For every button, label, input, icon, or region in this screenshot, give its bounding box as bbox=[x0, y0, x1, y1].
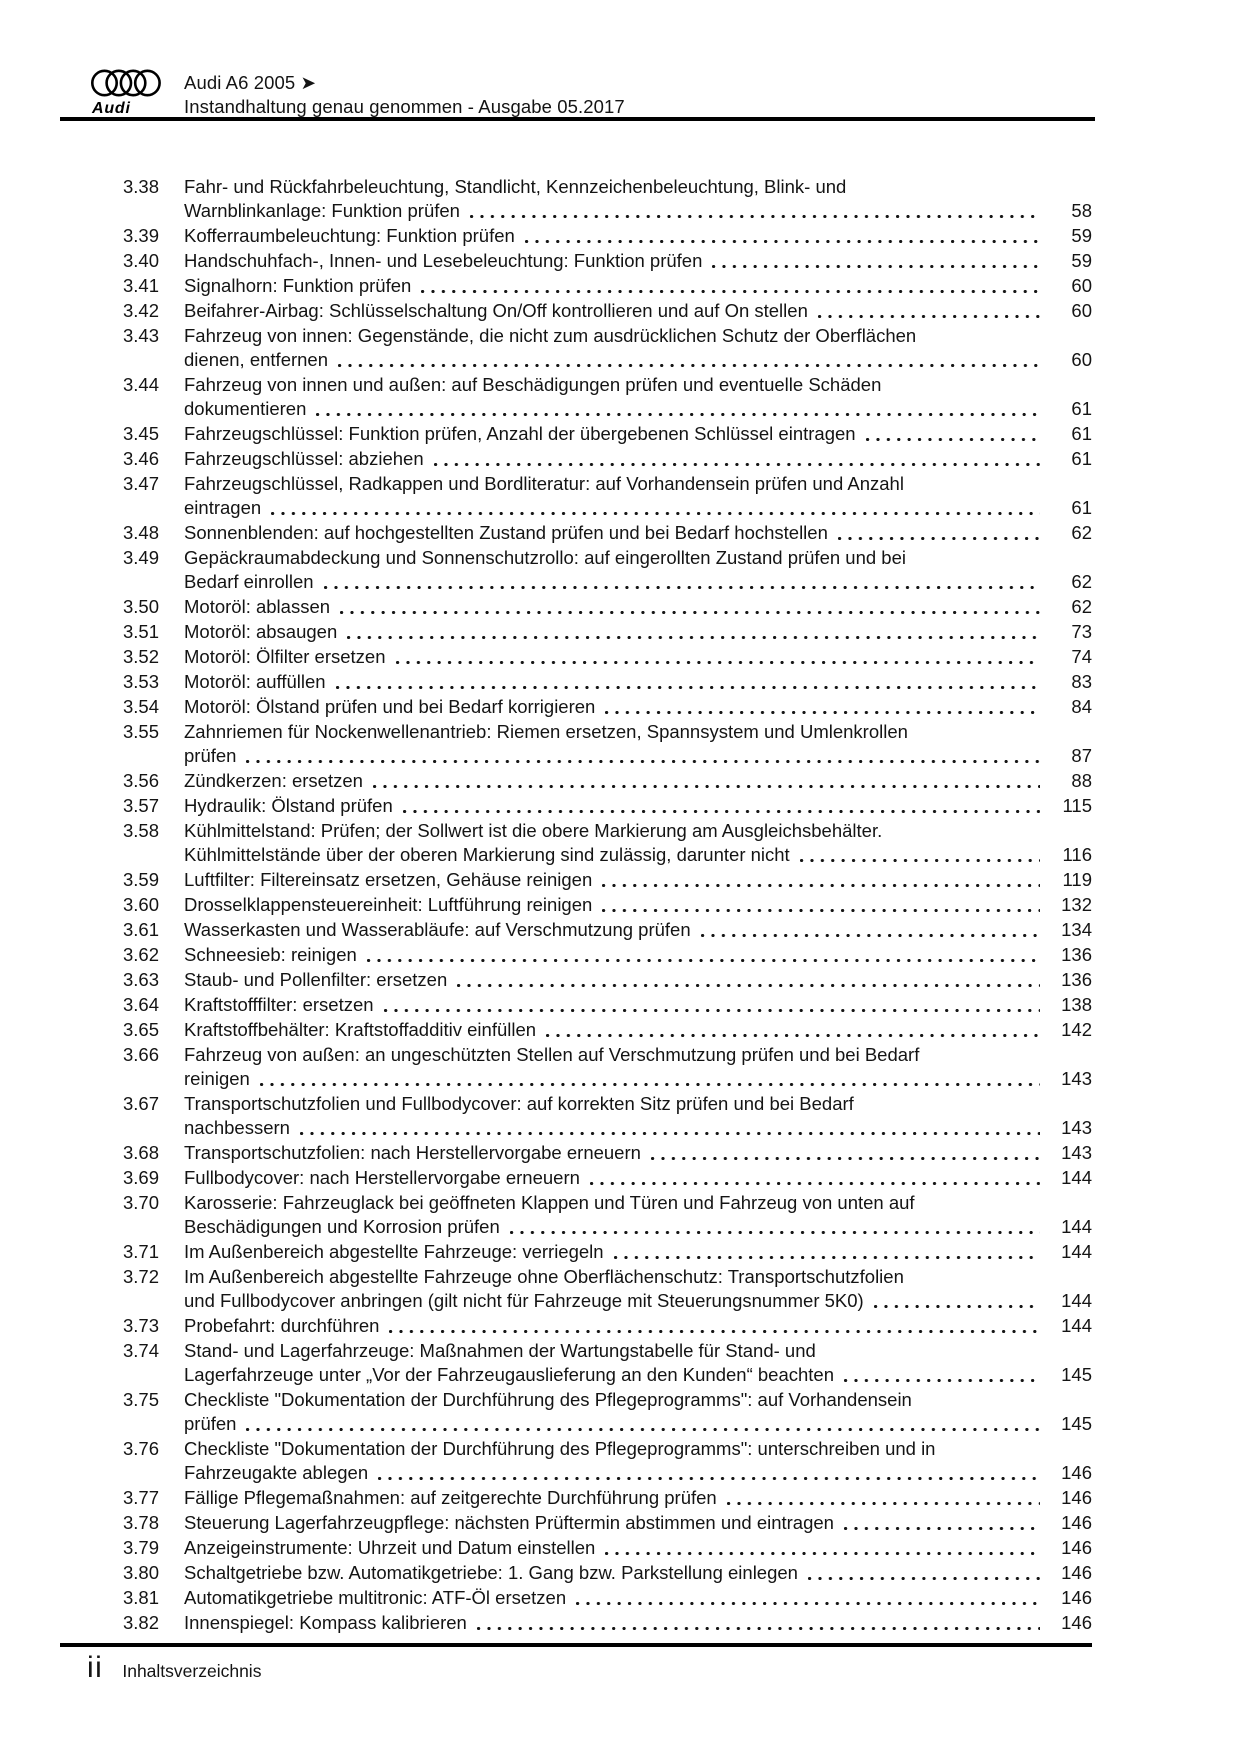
dot-leader bbox=[874, 1305, 1040, 1308]
toc-entry bbox=[123, 794, 1092, 818]
toc-entry-number: 3.69 bbox=[123, 1167, 160, 1188]
toc-entry-page: 143 bbox=[1061, 1117, 1092, 1138]
toc-entry-page: 59 bbox=[1071, 225, 1092, 246]
dot-leader bbox=[300, 1132, 1040, 1135]
toc-entry bbox=[123, 819, 1092, 867]
dot-leader bbox=[651, 1157, 1040, 1160]
toc-entry-number: 3.43 bbox=[123, 325, 160, 346]
toc-entry-text: Transportschutzfolien und Fullbodycover: auf korrekten Sitz prüfen und bei Bedarf bbox=[184, 1093, 854, 1114]
toc-entry bbox=[123, 1511, 1092, 1535]
toc-entry bbox=[123, 1314, 1092, 1338]
toc-entry-page: 61 bbox=[1071, 448, 1092, 469]
toc-entry bbox=[123, 472, 1092, 520]
toc-entry-number: 3.82 bbox=[123, 1612, 160, 1633]
toc-entry-text: Im Außenbereich abgestellte Fahrzeuge ohne Oberflächenschutz: Transportschutzfolien bbox=[184, 1266, 904, 1287]
toc-entry-page: 116 bbox=[1062, 844, 1092, 865]
toc-entry-number: 3.59 bbox=[123, 869, 160, 890]
toc-entry-number: 3.50 bbox=[123, 596, 160, 617]
toc-entry-page: 143 bbox=[1061, 1142, 1092, 1163]
toc-entry bbox=[123, 769, 1092, 793]
toc-entry-text: Stand- und Lagerfahrzeuge: Maßnahmen der Wartungstabelle für Stand- und bbox=[184, 1340, 816, 1361]
toc-entry-page: 142 bbox=[1061, 1019, 1092, 1040]
toc-entry-number: 3.39 bbox=[123, 225, 160, 246]
toc-entry-number: 3.68 bbox=[123, 1142, 160, 1163]
dot-leader bbox=[605, 1552, 1040, 1555]
toc-entry-text: Zündkerzen: ersetzen bbox=[184, 770, 363, 791]
toc-entry bbox=[123, 1092, 1092, 1140]
toc-entry bbox=[123, 695, 1092, 719]
toc-entry-text: Fahrzeugschlüssel: Funktion prüfen, Anzahl der übergebenen Schlüssel eintragen bbox=[184, 423, 856, 444]
toc-entry-number: 3.77 bbox=[123, 1487, 160, 1508]
toc-entry bbox=[123, 1339, 1092, 1387]
toc-entry bbox=[123, 670, 1092, 694]
toc-entry-page: 146 bbox=[1061, 1487, 1092, 1508]
toc-entry-number: 3.56 bbox=[123, 770, 160, 791]
toc-entry-text: Beifahrer-Airbag: Schlüsselschaltung On/Off kontrollieren und auf On stellen bbox=[184, 300, 808, 321]
toc-entry-number: 3.70 bbox=[123, 1192, 160, 1213]
dot-leader bbox=[800, 859, 1040, 862]
toc-entry-number: 3.40 bbox=[123, 250, 160, 271]
toc-entry-text: Fahrzeug von außen: an ungeschützten Stellen auf Verschmutzung prüfen und bei Bedarf bbox=[184, 1044, 920, 1065]
dot-leader bbox=[246, 1428, 1040, 1431]
toc-entry-page: 144 bbox=[1061, 1315, 1092, 1336]
toc-entry-text: Motoröl: Ölfilter ersetzen bbox=[184, 646, 386, 667]
toc-entry bbox=[123, 175, 1092, 223]
toc-entry-text: Fahrzeug von innen: Gegenstände, die nicht zum ausdrücklichen Schutz der Oberflächen bbox=[184, 325, 917, 346]
toc-entry-text: Staub- und Pollenfilter: ersetzen bbox=[184, 969, 448, 990]
toc-entry-number: 3.48 bbox=[123, 522, 160, 543]
toc-entry-page: 146 bbox=[1061, 1587, 1092, 1608]
toc-entry bbox=[123, 224, 1092, 248]
toc-entry-text: Gepäckraumabdeckung und Sonnenschutzrollo: auf eingerollten Zustand prüfen und bei bbox=[184, 547, 906, 568]
toc-entry-text: Kraftstofffilter: ersetzen bbox=[184, 994, 374, 1015]
toc-entry-number: 3.81 bbox=[123, 1587, 160, 1608]
toc-entry-number: 3.80 bbox=[123, 1562, 160, 1583]
toc-entry-text: Drosselklappensteuereinheit: Luftführung reinigen bbox=[184, 894, 593, 915]
toc-entry-text: eintragen bbox=[184, 497, 262, 518]
dot-leader bbox=[389, 1330, 1040, 1333]
dot-leader bbox=[576, 1602, 1040, 1605]
toc-entry-text: prüfen bbox=[184, 1413, 237, 1434]
toc-entry-number: 3.65 bbox=[123, 1019, 160, 1040]
dot-leader bbox=[470, 215, 1040, 218]
toc-entry-page: 88 bbox=[1071, 770, 1092, 791]
dot-leader bbox=[525, 240, 1040, 243]
dot-leader bbox=[838, 537, 1040, 540]
page-header bbox=[184, 71, 625, 118]
toc-entry-number: 3.41 bbox=[123, 275, 160, 296]
toc-entry-page: 144 bbox=[1061, 1167, 1092, 1188]
audi-wordmark: Audi bbox=[92, 100, 131, 116]
toc-entry bbox=[123, 1586, 1092, 1610]
toc-entry-number: 3.53 bbox=[123, 671, 160, 692]
toc-entry bbox=[123, 1166, 1092, 1190]
toc-entry-number: 3.64 bbox=[123, 994, 160, 1015]
dot-leader bbox=[271, 512, 1040, 515]
toc-entry-text: Motoröl: auffüllen bbox=[184, 671, 326, 692]
toc-entry-page: 62 bbox=[1071, 571, 1092, 592]
footer-label: Inhaltsverzeichnis bbox=[122, 1661, 262, 1681]
toc-entry-number: 3.52 bbox=[123, 646, 160, 667]
toc-entry-text: Fullbodycover: nach Herstellervorgabe erneuern bbox=[184, 1167, 580, 1188]
dot-leader bbox=[727, 1502, 1040, 1505]
toc-entry bbox=[123, 595, 1092, 619]
header-model-line: Audi A6 2005 ➤ bbox=[184, 72, 317, 93]
toc-entry-number: 3.67 bbox=[123, 1093, 160, 1114]
toc-entry-text: reinigen bbox=[184, 1068, 250, 1089]
footer-page-number: ii bbox=[87, 1651, 104, 1684]
page-footer bbox=[87, 1651, 261, 1685]
toc-entry-text: Fahrzeugschlüssel, Radkappen und Bordliteratur: auf Vorhandensein prüfen und Anzahl bbox=[184, 473, 904, 494]
toc-entry bbox=[123, 1018, 1092, 1042]
toc-entry-text: und Fullbodycover anbringen (gilt nicht für Fahrzeuge mit Steuerungsnummer 5K0) bbox=[184, 1290, 864, 1311]
toc-entry-page: 146 bbox=[1061, 1462, 1092, 1483]
toc-entry bbox=[123, 1191, 1092, 1239]
toc-entry-page: 74 bbox=[1071, 646, 1092, 667]
dot-leader bbox=[338, 364, 1040, 367]
toc-entry bbox=[123, 620, 1092, 644]
toc-entry bbox=[123, 993, 1092, 1017]
dot-leader bbox=[605, 711, 1040, 714]
dot-leader bbox=[336, 686, 1040, 689]
toc-entry-page: 134 bbox=[1061, 919, 1092, 940]
toc-entry-text: Motoröl: ablassen bbox=[184, 596, 331, 617]
toc-entry-number: 3.44 bbox=[123, 374, 160, 395]
toc-entry-page: 144 bbox=[1061, 1241, 1092, 1262]
toc-entry-number: 3.57 bbox=[123, 795, 160, 816]
toc-entry-page: 87 bbox=[1071, 745, 1092, 766]
toc-entry-page: 83 bbox=[1071, 671, 1092, 692]
toc-entry-page: 60 bbox=[1071, 349, 1092, 370]
toc-entry-text: Kühlmittelstände über der oberen Markierung sind zulässig, darunter nicht bbox=[184, 844, 790, 865]
toc-entry-text: Innenspiegel: Kompass kalibrieren bbox=[184, 1612, 467, 1633]
dot-leader bbox=[246, 760, 1040, 763]
toc-entry-text: Im Außenbereich abgestellte Fahrzeuge: verriegeln bbox=[184, 1241, 604, 1262]
toc-list bbox=[123, 175, 1092, 1636]
dot-leader bbox=[546, 1034, 1040, 1037]
dot-leader bbox=[844, 1379, 1040, 1382]
toc-entry-text: Fällige Pflegemaßnahmen: auf zeitgerechte Durchführung prüfen bbox=[184, 1487, 717, 1508]
toc-entry-page: 119 bbox=[1062, 869, 1092, 890]
toc-entry-text: Probefahrt: durchführen bbox=[184, 1315, 380, 1336]
toc-entry bbox=[123, 1265, 1092, 1313]
toc-entry-text: nachbessern bbox=[184, 1117, 290, 1138]
toc-entry-page: 145 bbox=[1061, 1413, 1092, 1434]
toc-entry bbox=[123, 249, 1092, 273]
toc-entry-page: 145 bbox=[1061, 1364, 1092, 1385]
toc-entry-number: 3.78 bbox=[123, 1512, 160, 1533]
dot-leader bbox=[367, 959, 1040, 962]
audi-logo bbox=[91, 69, 161, 116]
toc-entry-page: 136 bbox=[1061, 969, 1092, 990]
toc-entry-page: 132 bbox=[1061, 894, 1092, 915]
dot-leader bbox=[866, 438, 1040, 441]
toc-entry-text: prüfen bbox=[184, 745, 237, 766]
toc-entry-text: dokumentieren bbox=[184, 398, 307, 419]
toc-entry-text: Bedarf einrollen bbox=[184, 571, 314, 592]
toc-entry-text: Motoröl: absaugen bbox=[184, 621, 338, 642]
toc-entry bbox=[123, 918, 1092, 942]
dot-leader bbox=[434, 463, 1040, 466]
toc-entry-page: 61 bbox=[1071, 423, 1092, 444]
toc-entry-number: 3.76 bbox=[123, 1438, 160, 1459]
toc-entry-text: Warnblinkanlage: Funktion prüfen bbox=[184, 200, 460, 221]
dot-leader bbox=[712, 265, 1040, 268]
dot-leader bbox=[403, 810, 1040, 813]
dot-leader bbox=[457, 984, 1040, 987]
dot-leader bbox=[590, 1182, 1040, 1185]
dot-leader bbox=[602, 909, 1040, 912]
dot-leader bbox=[818, 315, 1040, 318]
toc-entry-page: 73 bbox=[1071, 621, 1092, 642]
toc-entry-number: 3.45 bbox=[123, 423, 160, 444]
toc-entry bbox=[123, 893, 1092, 917]
dot-leader bbox=[384, 1009, 1040, 1012]
toc-entry-number: 3.54 bbox=[123, 696, 160, 717]
dot-leader bbox=[421, 290, 1040, 293]
toc-entry bbox=[123, 1043, 1092, 1091]
toc-entry bbox=[123, 968, 1092, 992]
toc-entry-text: Signalhorn: Funktion prüfen bbox=[184, 275, 412, 296]
toc-entry bbox=[123, 1561, 1092, 1585]
toc-entry-text: Fahr- und Rückfahrbeleuchtung, Standlicht, Kennzeichenbeleuchtung, Blink- und bbox=[184, 176, 847, 197]
toc-entry bbox=[123, 720, 1092, 768]
toc-entry-page: 62 bbox=[1071, 596, 1092, 617]
dot-leader bbox=[260, 1083, 1040, 1086]
toc-entry-number: 3.66 bbox=[123, 1044, 160, 1065]
dot-leader bbox=[510, 1231, 1040, 1234]
toc-entry-number: 3.51 bbox=[123, 621, 160, 642]
toc-entry-page: 144 bbox=[1061, 1216, 1092, 1237]
toc-entry bbox=[123, 447, 1092, 471]
toc-entry bbox=[123, 546, 1092, 594]
toc-entry-text: Karosserie: Fahrzeuglack bei geöffneten Klappen und Türen und Fahrzeug von unten auf bbox=[184, 1192, 915, 1213]
dot-leader bbox=[316, 413, 1040, 416]
toc-entry-text: Handschuhfach-, Innen- und Lesebeleuchtung: Funktion prüfen bbox=[184, 250, 703, 271]
toc-entry-page: 143 bbox=[1061, 1068, 1092, 1089]
toc-entry-text: Wasserkasten und Wasserabläufe: auf Verschmutzung prüfen bbox=[184, 919, 691, 940]
toc-entry-text: Fahrzeugschlüssel: abziehen bbox=[184, 448, 424, 469]
toc-entry-text: Steuerung Lagerfahrzeugpflege: nächsten Prüftermin abstimmen und eintragen bbox=[184, 1512, 834, 1533]
toc-entry-page: 61 bbox=[1071, 398, 1092, 419]
toc-entry-page: 59 bbox=[1071, 250, 1092, 271]
toc-entry-text: Zahnriemen für Nockenwellenantrieb: Riemen ersetzen, Spannsystem und Umlenkrollen bbox=[184, 721, 908, 742]
toc-entry-page: 61 bbox=[1071, 497, 1092, 518]
toc-entry bbox=[123, 645, 1092, 669]
toc-entry bbox=[123, 1536, 1092, 1560]
toc-entry-text: dienen, entfernen bbox=[184, 349, 329, 370]
toc-entry-number: 3.58 bbox=[123, 820, 160, 841]
toc-entry-text: Lagerfahrzeuge unter „Vor der Fahrzeugauslieferung an den Kunden“ beachten bbox=[184, 1364, 835, 1385]
toc-entry-text: Sonnenblenden: auf hochgestellten Zustand prüfen und bei Bedarf hochstellen bbox=[184, 522, 828, 543]
dot-leader bbox=[614, 1256, 1040, 1259]
toc-entry-text: Luftfilter: Filtereinsatz ersetzen, Gehäuse reinigen bbox=[184, 869, 593, 890]
toc-entry-page: 60 bbox=[1071, 300, 1092, 321]
toc-entry-number: 3.73 bbox=[123, 1315, 160, 1336]
toc-entry-text: Beschädigungen und Korrosion prüfen bbox=[184, 1216, 500, 1237]
toc-entry-number: 3.38 bbox=[123, 176, 160, 197]
toc-entry-number: 3.47 bbox=[123, 473, 160, 494]
toc-entry-page: 146 bbox=[1061, 1612, 1092, 1633]
toc-entry-text: Kofferraumbeleuchtung: Funktion prüfen bbox=[184, 225, 515, 246]
toc-entry-number: 3.42 bbox=[123, 300, 160, 321]
toc-entry-page: 62 bbox=[1071, 522, 1092, 543]
toc-entry bbox=[123, 1437, 1092, 1485]
toc-entry bbox=[123, 521, 1092, 545]
toc-entry-text: Checkliste "Dokumentation der Durchführung des Pflegeprogramms": unterschreiben und in bbox=[184, 1438, 936, 1459]
toc-entry-number: 3.74 bbox=[123, 1340, 160, 1361]
toc-entry-number: 3.49 bbox=[123, 547, 160, 568]
toc-entry-text: Hydraulik: Ölstand prüfen bbox=[184, 795, 393, 816]
toc-entry-number: 3.75 bbox=[123, 1389, 160, 1410]
dot-leader bbox=[602, 884, 1040, 887]
toc-entry-text: Automatikgetriebe multitronic: ATF-Öl ersetzen bbox=[184, 1587, 567, 1608]
toc-entry-text: Transportschutzfolien: nach Herstellervorgabe erneuern bbox=[184, 1142, 641, 1163]
dot-leader bbox=[378, 1477, 1040, 1480]
toc-entry-page: 58 bbox=[1071, 200, 1092, 221]
dot-leader bbox=[808, 1577, 1040, 1580]
toc-entry bbox=[123, 1388, 1092, 1436]
toc-entry bbox=[123, 868, 1092, 892]
footer-rule bbox=[60, 1643, 1092, 1647]
toc-entry-page: 138 bbox=[1061, 994, 1092, 1015]
toc-entry bbox=[123, 324, 1092, 372]
toc-entry-number: 3.46 bbox=[123, 448, 160, 469]
toc-entry-text: Schaltgetriebe bzw. Automatikgetriebe: 1. Gang bzw. Parkstellung einlegen bbox=[184, 1562, 798, 1583]
toc-entry-page: 144 bbox=[1061, 1290, 1092, 1311]
toc-entry-page: 60 bbox=[1071, 275, 1092, 296]
toc-entry-page: 146 bbox=[1061, 1537, 1092, 1558]
toc-entry-number: 3.60 bbox=[123, 894, 160, 915]
toc-entry bbox=[123, 1486, 1092, 1510]
toc-entry-text: Fahrzeug von innen und außen: auf Beschädigungen prüfen und eventuelle Schäden bbox=[184, 374, 882, 395]
toc-entry-number: 3.72 bbox=[123, 1266, 160, 1287]
dot-leader bbox=[373, 785, 1040, 788]
toc-entry-text: Kühlmittelstand: Prüfen; der Sollwert ist die obere Markierung am Ausgleichsbehälter. bbox=[184, 820, 883, 841]
toc-entry-number: 3.62 bbox=[123, 944, 160, 965]
dot-leader bbox=[701, 934, 1040, 937]
toc-entry-text: Fahrzeugakte ablegen bbox=[184, 1462, 369, 1483]
toc-entry-text: Checkliste "Dokumentation der Durchführung des Pflegeprogramms": auf Vorhandensein bbox=[184, 1389, 912, 1410]
dot-leader bbox=[844, 1527, 1040, 1530]
dot-leader bbox=[477, 1627, 1040, 1630]
toc-entry bbox=[123, 943, 1092, 967]
audi-rings-icon bbox=[91, 69, 161, 116]
dot-leader bbox=[347, 636, 1040, 639]
toc-entry-page: 136 bbox=[1061, 944, 1092, 965]
toc-entry bbox=[123, 1611, 1092, 1635]
toc-entry-number: 3.63 bbox=[123, 969, 160, 990]
toc-entry bbox=[123, 373, 1092, 421]
dot-leader bbox=[340, 611, 1040, 614]
dot-leader bbox=[324, 586, 1040, 589]
toc-entry-text: Kraftstoffbehälter: Kraftstoffadditiv einfüllen bbox=[184, 1019, 537, 1040]
toc-entry bbox=[123, 274, 1092, 298]
toc-entry-text: Motoröl: Ölstand prüfen und bei Bedarf korrigieren bbox=[184, 696, 596, 717]
toc-entry-page: 115 bbox=[1062, 795, 1092, 816]
toc-entry-number: 3.55 bbox=[123, 721, 160, 742]
header-title-line: Instandhaltung genau genommen - Ausgabe 05.2017 bbox=[184, 95, 625, 117]
header-rule bbox=[60, 117, 1095, 121]
toc-entry-number: 3.61 bbox=[123, 919, 160, 940]
toc-entry bbox=[123, 299, 1092, 323]
toc-entry-page: 146 bbox=[1061, 1512, 1092, 1533]
toc-entry-number: 3.71 bbox=[123, 1241, 160, 1262]
toc-entry bbox=[123, 1141, 1092, 1165]
toc-entry-text: Anzeigeinstrumente: Uhrzeit und Datum einstellen bbox=[184, 1537, 596, 1558]
toc-entry bbox=[123, 422, 1092, 446]
dot-leader bbox=[396, 661, 1040, 664]
toc-entry-page: 146 bbox=[1061, 1562, 1092, 1583]
toc-entry-text: Schneesieb: reinigen bbox=[184, 944, 357, 965]
toc-entry-number: 3.79 bbox=[123, 1537, 160, 1558]
toc-entry-page: 84 bbox=[1071, 696, 1092, 717]
toc-entry bbox=[123, 1240, 1092, 1264]
